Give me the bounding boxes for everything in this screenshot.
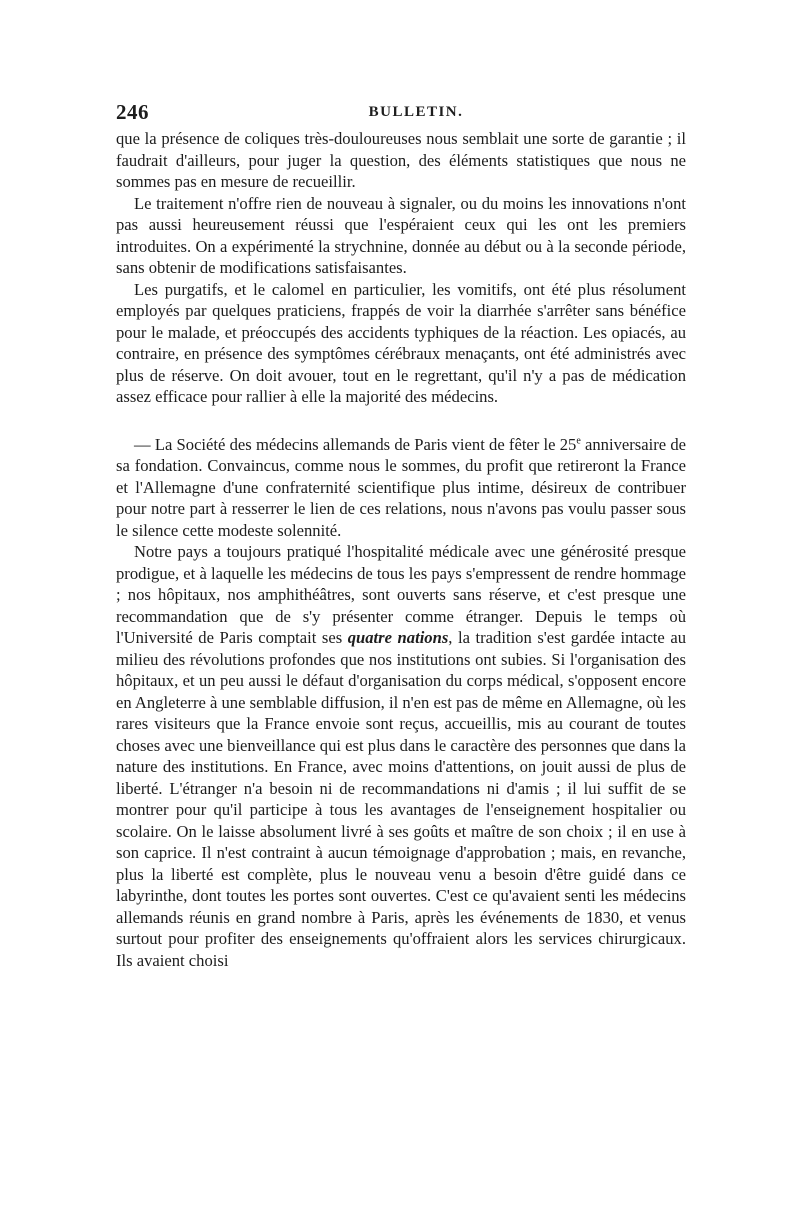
emphasized-phrase: quatre nations <box>347 628 449 647</box>
paragraph-treatment: Le traitement n'offre rien de nouveau à signaler, ou du moins les innovations n'ont pas aussi heureusement réussi que l'espéraient ceux qui les ont les premiers introduites. On a expérimenté la strychnine, donnée au début ou à la seconde période, sans obtenir de modifications satisfaisantes. <box>116 193 686 277</box>
paragraph-text: , la tradition s'est gardée intacte au milieu des révolutions profondes que nos institutions ont subies. Si l'organisation des hôpitaux, et un peu aussi le défaut d'organisation du corps médical, s'opposent encore en Angleterre à une semblable diffusion, il n'en est pas de même en Allemagne, où les rares visiteurs que la France envoie sont reçus, accueillis, mis au courant de toutes choses avec une bienveillance qui est plus dans le caractère des personnes que dans la nature des institutions. En France, avec moins d'attentions, on jouit aussi de plus de liberté. L'étranger n'a besoin ni de recommandations ni d'amis ; il lui suffit de se montrer pour qu'il participe à tous les avantages de l'enseignement hospitalier ou scolaire. On le laisse absolument livré à ses goûts et maître de son choix ; il en use à son caprice. Il n'est contraint à aucun témoignage d'approbation ; mais, en revanche, plus la liberté est complète, plus le nouveau venu a besoin d'être guidé dans ce labyrinthe, dont toutes les portes sont ouvertes. C'est ce qu'avaient senti les médecins allemands réunis en grand nombre à Paris, après les événements de 1830, et venus surtout pour profiter des enseignements qu'offraient alors les services chirurgicaux. Ils avaient choisi <box>116 628 687 970</box>
paragraph-continued: que la présence de coliques très-douloureuses nous semblait une sorte de garantie ; il faudrait d'ailleurs, pour juger la question, des éléments statistiques que nous ne sommes pas en mesure de recueillir. <box>116 129 686 191</box>
paragraph-text: anniversaire de sa fondation. Convaincus, comme nous le sommes, du profit que retireront la France et l'Allemagne d'une confraternité scientifique plus intime, désireux de contribuer pour notre part à resserrer le lien de ces relations, nous n'avons pas voulu passer sous le silence cette modeste solennité. <box>116 434 686 540</box>
paragraph-purgatives: Les purgatifs, et le calomel en particulier, les vomitifs, ont été plus résolument employés par quelques praticiens, frappés de voir la diarrhée s'arrêter sans bénéfice pour le malade, et préoccupés des accidents typhiques de la réaction. Les opiacés, au contraire, en présence des symptômes cérébraux menaçants, ont été administrés avec plus de réserve. On doit avouer, tout en le regrettant, qu'il n'y a pas de médication assez efficace pour rallier à elle la majorité des médecins. <box>116 279 686 406</box>
running-head <box>116 100 686 124</box>
section-break <box>116 408 686 434</box>
body-text <box>116 128 686 971</box>
paragraph-text: — La Société des médecins allemands de Paris vient de fêter le 25 <box>134 434 577 454</box>
running-title: BULLETIN. <box>368 104 464 120</box>
paragraph-text: Notre pays a toujours pratiqué l'hospitalité médicale avec une générosité presque prodigue, et à laquelle les médecins de tous les pays s'empressent de rendre hommage ; nos hôpitaux, nos amphithéâtres, sont ouverts sans réserve, et c'est presque une recommandation que de s'y présenter comme étranger. Depuis le temps où l'Université de Paris comptait ses <box>116 542 686 647</box>
ordinal-superscript: e <box>576 434 581 446</box>
page-number: 246 <box>116 100 149 124</box>
paragraph-societe-allemande <box>116 434 686 542</box>
paragraph-hospitalite <box>116 541 686 971</box>
